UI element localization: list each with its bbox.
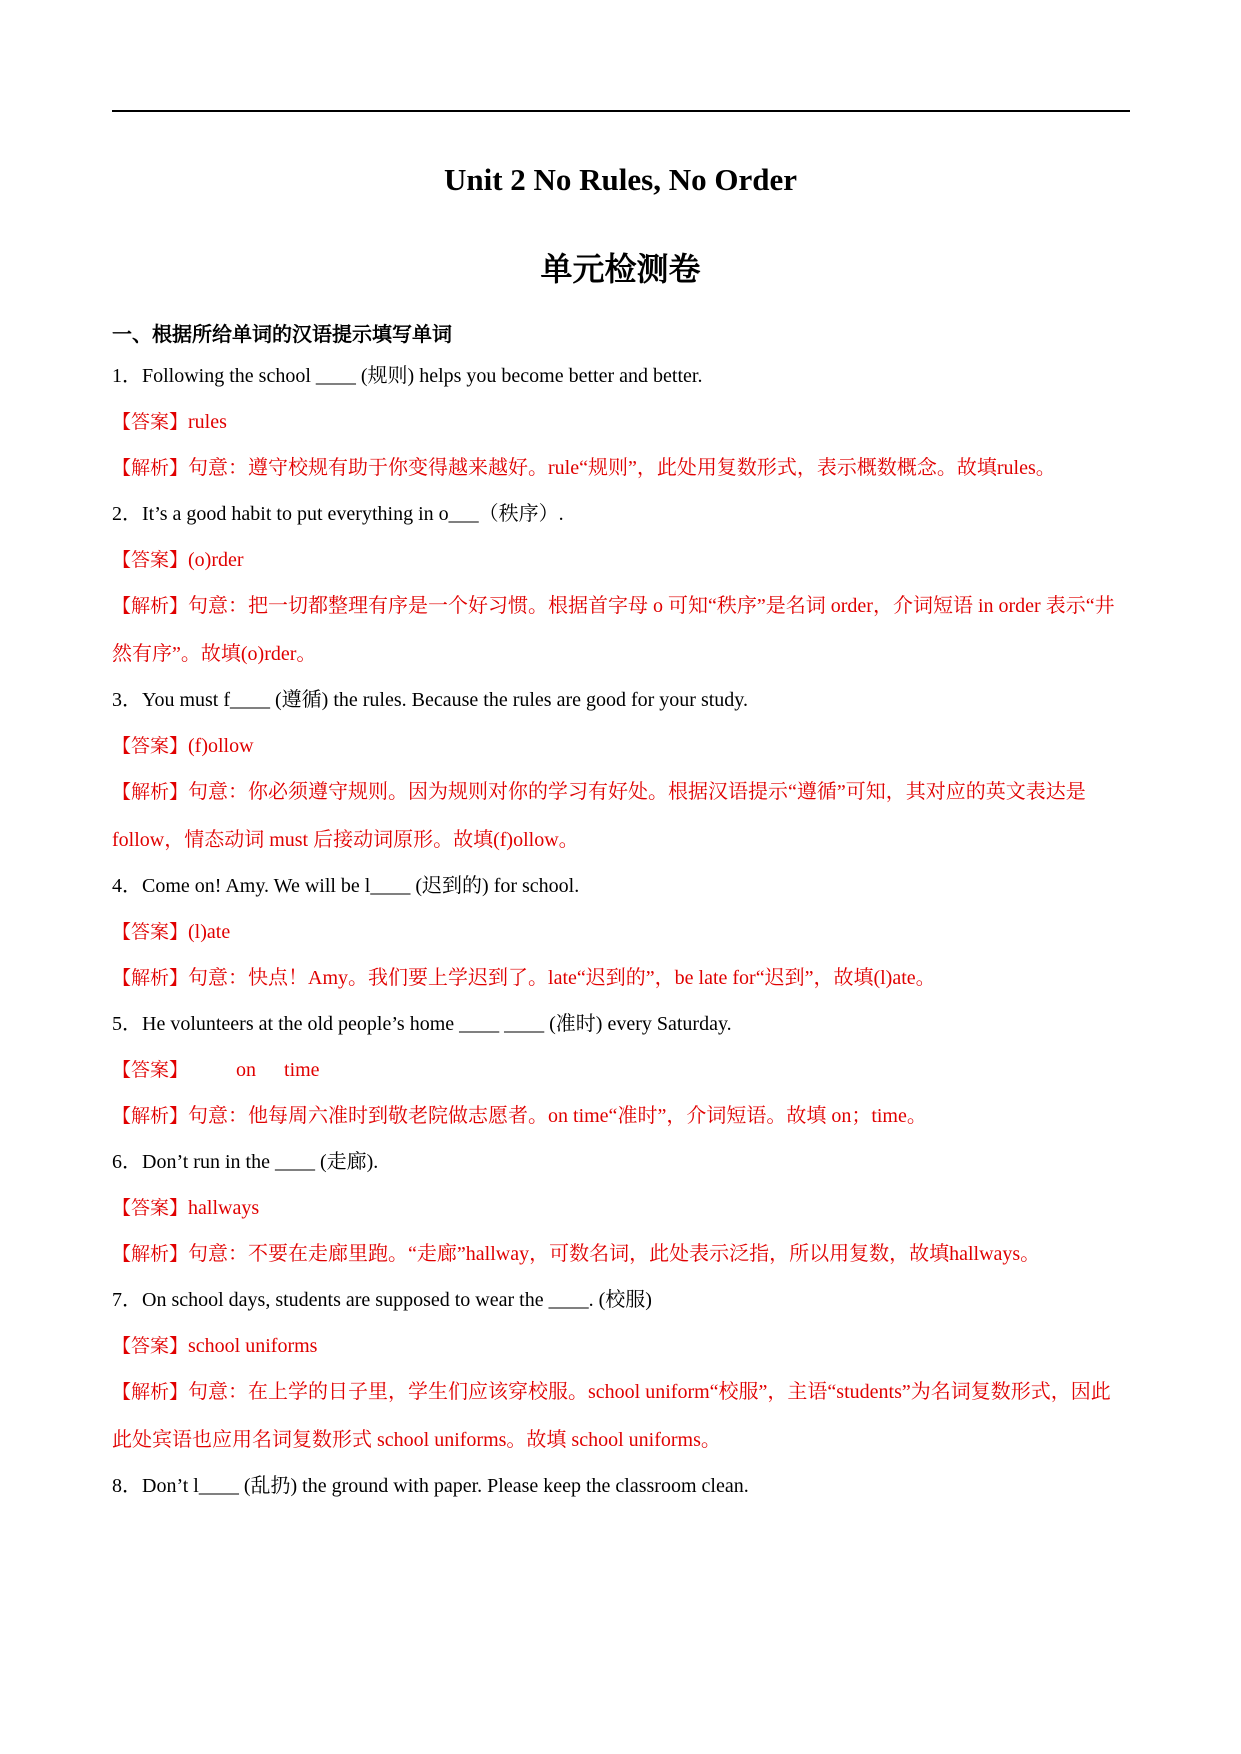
- page-subtitle: 单元检测卷: [540, 250, 701, 288]
- explain-tag: 【解析】: [112, 1105, 189, 1127]
- explanation-text: 句意：他每周六准时到敬老院做志愿者。on time“准时”，介词短语。故填 on；time。: [188, 1105, 927, 1127]
- answer-5: [112, 1056, 1130, 1084]
- answer-6: [112, 1194, 1130, 1222]
- answer-3: [112, 732, 1130, 760]
- answer-tag: 【答案】: [112, 921, 189, 943]
- explanation-text: 句意：快点！Amy。我们要上学迟到了。late“迟到的”，be late for“迟到”，故填(l)ate。: [188, 967, 936, 989]
- answer-7: [112, 1332, 1130, 1360]
- explanation-2: [112, 582, 1130, 678]
- answer-4: [112, 918, 1130, 946]
- answer-tag: 【答案】: [112, 411, 189, 433]
- question-6: 6．Don’t run in the ____ (走廊).: [112, 1151, 379, 1173]
- explanation-7: [112, 1368, 1130, 1464]
- answer-tag: 【答案】: [112, 1335, 189, 1357]
- explain-tag: 【解析】: [112, 1381, 189, 1403]
- answer-value: rules: [188, 411, 227, 433]
- answer-value-part-1: on: [236, 1059, 257, 1081]
- explanation-text: 句意：你必须遵守规则。因为规则对你的学习有好处。根据汉语提示“遵循”可知，其对应的英文表达是 follow，情态动词 must 后接动词原形。故填(f)ollow。: [112, 781, 1086, 851]
- answer-tag: 【答案】: [112, 1197, 189, 1219]
- question-1: 1．Following the school ____ (规则) helps you become better and better.: [112, 365, 703, 387]
- answer-value: (f)ollow: [188, 735, 254, 757]
- explanation-6: [112, 1230, 1130, 1278]
- question-7: 7．On school days, students are supposed to wear the ____. (校服): [112, 1289, 652, 1311]
- question-2: 2．It’s a good habit to put everything in o___（秩序）.: [112, 503, 564, 525]
- explanation-text: 句意：遵守校规有助于你变得越来越好。rule“规则”，此处用复数形式，表示概数概念。故填rules。: [188, 457, 1056, 479]
- explanation-5: [112, 1092, 1130, 1140]
- answer-tag: 【答案】: [112, 549, 189, 571]
- answer-2: [112, 546, 1130, 574]
- explanation-1: [112, 444, 1130, 492]
- explanation-text: 句意：不要在走廊里跑。“走廊”hallway，可数名词，此处表示泛指，所以用复数，故填hallways。: [188, 1243, 1041, 1265]
- answer-value: hallways: [188, 1197, 260, 1219]
- header-rule: [112, 110, 1130, 112]
- answer-value: school uniforms: [188, 1335, 318, 1357]
- question-5: 5．He volunteers at the old people’s home ____ ____ (准时) every Saturday.: [112, 1013, 732, 1035]
- answer-tag: 【答案】: [112, 735, 189, 757]
- explain-tag: 【解析】: [112, 967, 189, 989]
- answer-tag: 【答案】: [112, 1059, 189, 1081]
- page-title: Unit 2 No Rules, No Order: [443, 162, 798, 197]
- answer-value: (o)rder: [188, 549, 244, 571]
- explanation-3: [112, 768, 1130, 864]
- answer-1: [112, 408, 1130, 436]
- explain-tag: 【解析】: [112, 595, 189, 617]
- question-3: 3．You must f____ (遵循) the rules. Because the rules are good for your study.: [112, 689, 749, 711]
- explanation-4: [112, 954, 1130, 1002]
- explain-tag: 【解析】: [112, 781, 189, 803]
- question-8: 8．Don’t l____ (乱扔) the ground with paper. Please keep the classroom clean.: [112, 1475, 749, 1497]
- explanation-text: 句意：把一切都整理有序是一个好习惯。根据首字母 o 可知“秩序”是名词 order，介词短语 in order 表示“井然有序”。故填(o)rder。: [112, 595, 1115, 665]
- question-4: 4．Come on! Amy. We will be l____ (迟到的) for school.: [112, 875, 580, 897]
- question-list: [112, 362, 1130, 1518]
- answer-value: (l)ate: [188, 921, 231, 943]
- explanation-text: 句意：在上学的日子里，学生们应该穿校服。school uniform“校服”，主语“students”为名词复数形式，因此此处宾语也应用名词复数形式 school uniforms。故填 school uniforms。: [112, 1381, 1111, 1451]
- explain-tag: 【解析】: [112, 1243, 189, 1265]
- section-heading: 一、根据所给单词的汉语提示填写单词: [112, 322, 452, 346]
- answer-value-part-2: time: [284, 1059, 320, 1081]
- explain-tag: 【解析】: [112, 457, 189, 479]
